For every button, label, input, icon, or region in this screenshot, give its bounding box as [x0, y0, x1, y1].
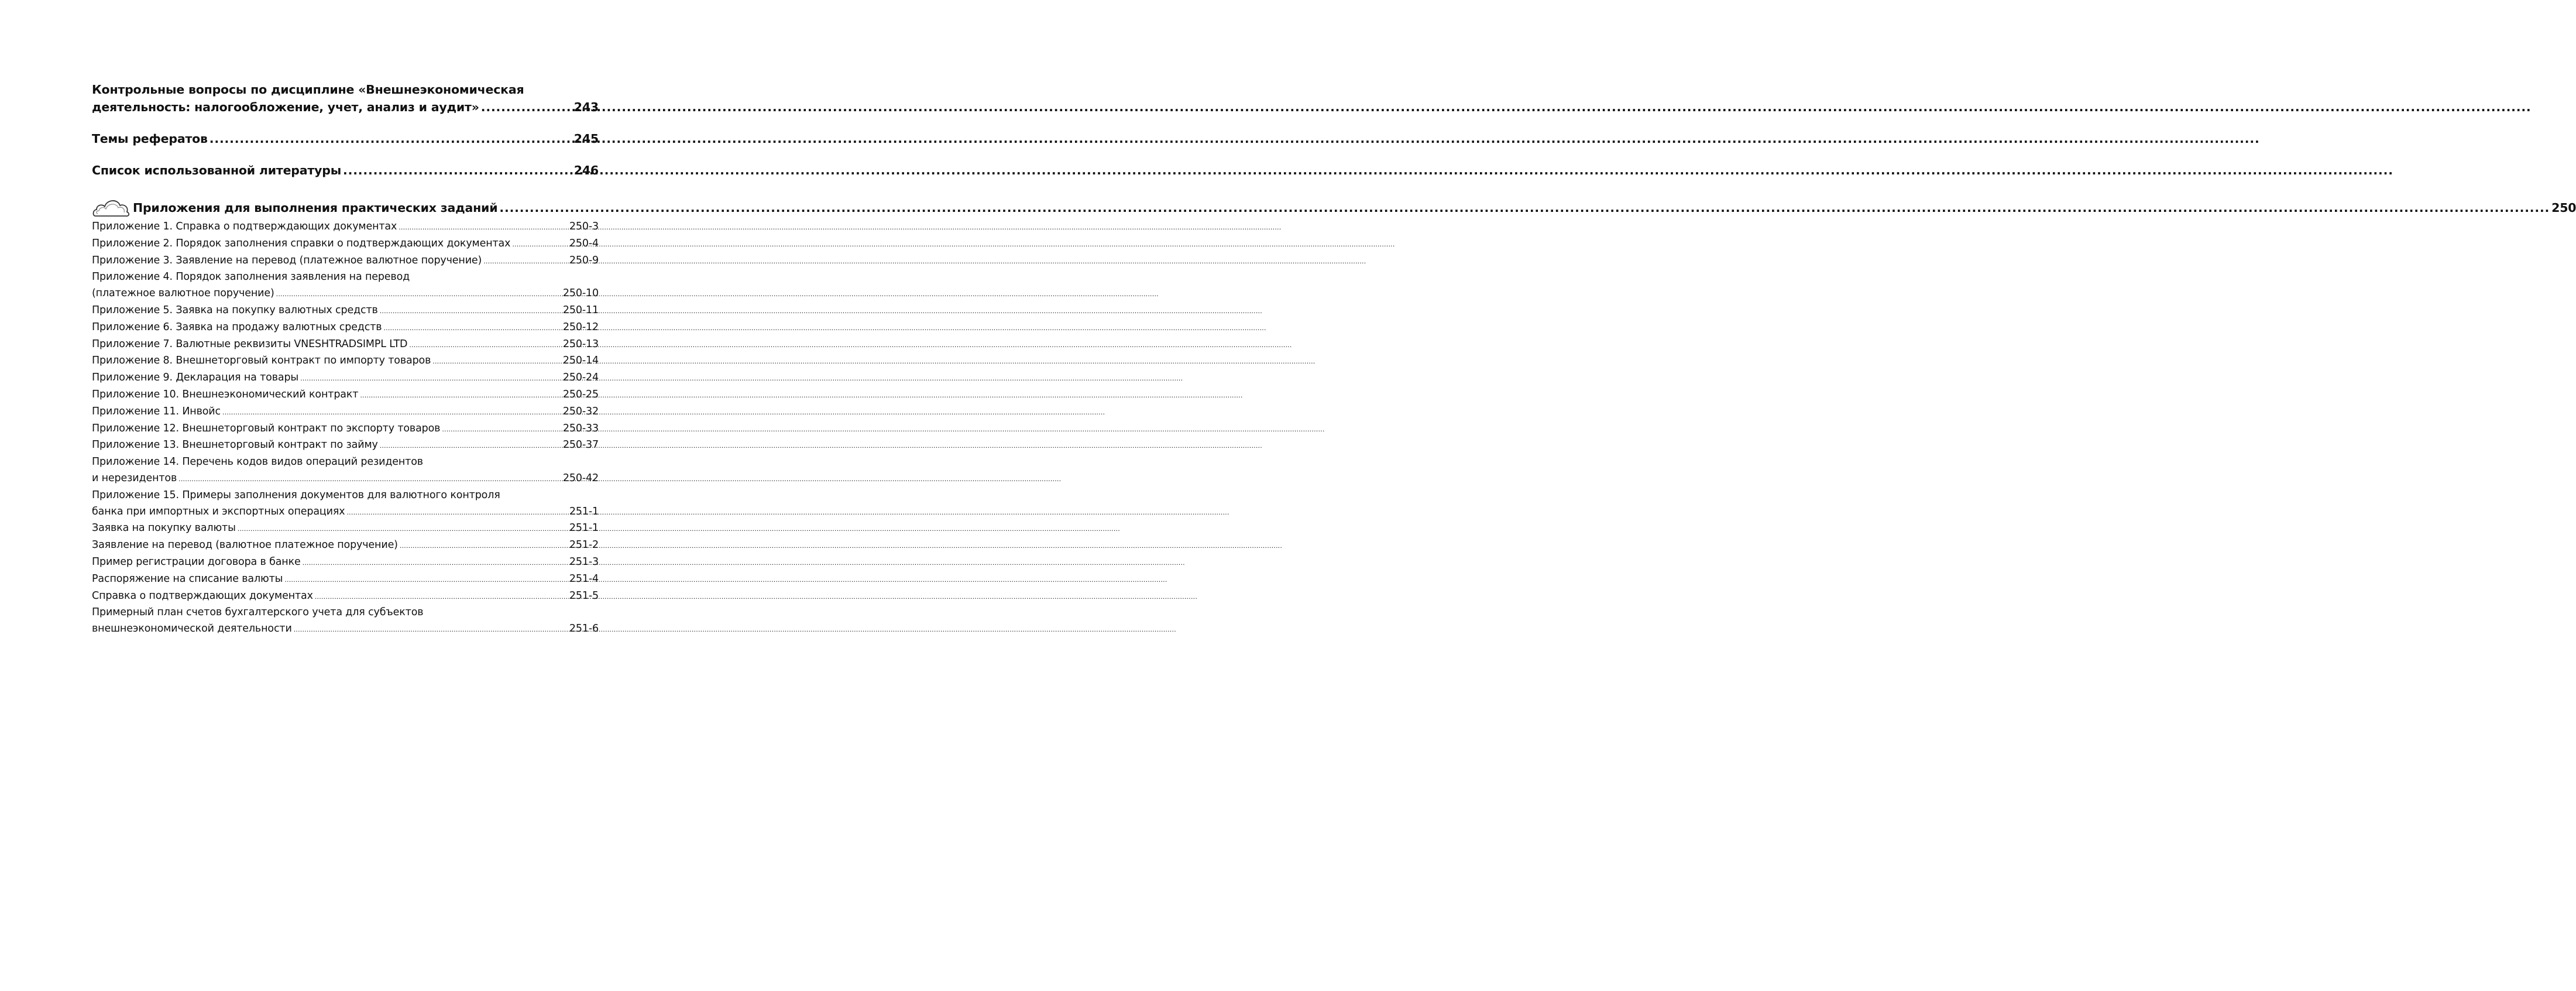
- toc-entry-appendix-8[interactable]: [92, 353, 599, 370]
- page-number: 250-13: [562, 338, 599, 350]
- page-number: 250-4: [569, 237, 599, 249]
- dot-leader: [380, 438, 561, 454]
- entry-title: Приложение 1. Справка о подтверждающих документах: [92, 221, 397, 232]
- entry-title: Пример регистрации договора в банке: [92, 555, 301, 568]
- page-number: 250-33: [562, 422, 599, 434]
- toc-entry-appendix-14[interactable]: [92, 454, 599, 488]
- page-number: 250-24: [562, 372, 599, 384]
- dot-leader: [409, 337, 561, 354]
- entry-title: Список использованной литературы: [92, 163, 342, 177]
- entry-title-line: Примерный план счетов бухгалтерского учета для субъектов: [92, 606, 424, 619]
- page-number: 245: [573, 132, 599, 146]
- table-of-contents: [92, 81, 2576, 638]
- dot-leader: [300, 371, 561, 387]
- dot-leader: [303, 555, 568, 571]
- entry-title: Приложение 13. Внешнеторговый контракт по займу: [92, 439, 378, 451]
- dot-leader: [400, 538, 568, 554]
- toc-entry-appendix-13[interactable]: [92, 437, 599, 454]
- dot-leader: [360, 388, 561, 404]
- dot-leader: [481, 98, 572, 116]
- page-number: 251-3: [569, 555, 599, 568]
- dot-leader: [315, 589, 568, 605]
- dot-leader: [380, 303, 561, 320]
- page-number: 246: [573, 163, 599, 177]
- dot-leader: [222, 404, 561, 421]
- page-number: 250-32: [562, 405, 599, 417]
- dot-leader: [238, 521, 568, 537]
- dot-leader: [483, 253, 568, 270]
- entry-title: Заявка на покупку валюты: [92, 522, 236, 534]
- toc-entry-appendix-11[interactable]: [92, 404, 599, 421]
- entry-title-line: (платежное валютное поручение): [92, 287, 274, 300]
- page-number: 250-25: [562, 388, 599, 400]
- toc-entry-appendix-3[interactable]: [92, 253, 599, 270]
- toc-entry-currency-purchase[interactable]: [92, 520, 599, 537]
- entry-title: Распоряжение на списание валюты: [92, 572, 283, 585]
- toc-entry-appendix-5[interactable]: [92, 303, 599, 320]
- entry-title-line: Приложение 14. Перечень кодов видов операций резидентов: [92, 456, 423, 468]
- dot-leader: [276, 286, 561, 303]
- page-number: 250: [2551, 201, 2576, 215]
- cloud-icon: [92, 196, 130, 219]
- entry-title: Приложение 7. Валютные реквизиты VNESHTRADSIMPL LTD: [92, 338, 408, 350]
- toc-entry-appendix-15[interactable]: [92, 488, 599, 521]
- entry-title: Приложение 10. Внешнеэкономический контракт: [92, 388, 359, 400]
- entry-title-line: Приложение 4. Порядок заполнения заявления на перевод: [92, 271, 410, 283]
- entry-title: Приложение 3. Заявление на перевод (платежное валютное поручение): [92, 254, 482, 266]
- dot-leader: [343, 162, 572, 179]
- entry-title-line: Контрольные вопросы по дисциплине «Внешнеэкономическая: [92, 83, 524, 97]
- page-number: 251-5: [569, 589, 599, 602]
- entry-title: Приложение 8. Внешнеторговый контракт по импорту товаров: [92, 355, 431, 367]
- entry-title: Приложения для выполнения практических заданий: [133, 201, 498, 215]
- toc-entry-essay-topics[interactable]: [92, 130, 599, 148]
- dot-leader: [399, 220, 568, 236]
- page-number: 250-9: [569, 254, 599, 266]
- toc-entry-appendix-2[interactable]: [92, 236, 599, 253]
- page-number: 250-10: [562, 287, 599, 300]
- toc-entry-appendix-4[interactable]: [92, 269, 599, 303]
- dot-leader: [442, 421, 561, 438]
- dot-leader: [499, 199, 2550, 217]
- dot-leader: [209, 130, 572, 148]
- toc-entry-chart-of-accounts[interactable]: [92, 605, 599, 638]
- page-number: 250-3: [569, 221, 599, 232]
- entry-title: Приложение 6. Заявка на продажу валютных средств: [92, 321, 382, 333]
- entry-title: Приложение 12. Внешнеторговый контракт по экспорту товаров: [92, 422, 441, 434]
- dot-leader: [383, 320, 561, 337]
- page-number: 250-11: [562, 304, 599, 316]
- toc-entry-supporting-docs[interactable]: [92, 588, 599, 605]
- toc-entry-appendix-12[interactable]: [92, 421, 599, 438]
- appendix-list: [92, 219, 599, 638]
- entry-title-line: внешнеэкономической деятельности: [92, 623, 292, 635]
- entry-title-line: и нерезидентов: [92, 472, 177, 484]
- dot-leader: [284, 572, 568, 588]
- toc-entry-appendices[interactable]: [92, 193, 2576, 217]
- entry-title: Темы рефератов: [92, 132, 208, 146]
- page-number: 250-42: [562, 472, 599, 484]
- dot-leader: [512, 236, 568, 253]
- dot-leader: [294, 622, 568, 638]
- entry-title: Заявление на перевод (валютное платежное поручение): [92, 539, 398, 551]
- toc-entry-appendix-10[interactable]: [92, 387, 599, 404]
- entry-title: Приложение 11. Инвойс: [92, 405, 221, 417]
- entry-title-line: банка при импортных и экспортных операциях: [92, 505, 345, 517]
- toc-entry-transfer-application[interactable]: [92, 537, 599, 554]
- page-number: 251-6: [569, 623, 599, 635]
- page-number: 251-1: [569, 522, 599, 534]
- entry-title: Приложение 2. Порядок заполнения справки о подтверждающих документах: [92, 237, 511, 249]
- toc-entry-control-questions[interactable]: [92, 81, 599, 116]
- toc-entry-contract-registration[interactable]: [92, 554, 599, 571]
- toc-entry-appendix-6[interactable]: [92, 320, 599, 337]
- page-number: 251-2: [569, 539, 599, 551]
- toc-entry-bibliography[interactable]: [92, 162, 599, 179]
- toc-entry-debit-order[interactable]: [92, 571, 599, 588]
- entry-title-line: деятельность: налогообложение, учет, анализ и аудит»: [92, 100, 479, 114]
- toc-entry-appendix-1[interactable]: [92, 219, 599, 236]
- toc-entry-appendix-9[interactable]: [92, 370, 599, 387]
- entry-title: Справка о подтверждающих документах: [92, 589, 313, 602]
- toc-entry-appendix-7[interactable]: [92, 337, 599, 354]
- page-number: 243: [573, 100, 599, 114]
- dot-leader: [178, 471, 561, 488]
- entry-title: Приложение 5. Заявка на покупку валютных средств: [92, 304, 378, 316]
- entry-title-line: Приложение 15. Примеры заполнения документов для валютного контроля: [92, 489, 500, 501]
- page-number: 250-37: [562, 439, 599, 451]
- dot-leader: [432, 354, 561, 370]
- page-number: 251-1: [569, 505, 599, 517]
- page-number: 251-4: [569, 572, 599, 585]
- page-number: 250-12: [562, 321, 599, 333]
- entry-title: Приложение 9. Декларация на товары: [92, 372, 299, 384]
- dot-leader: [346, 505, 567, 521]
- page-number: 250-14: [562, 355, 599, 367]
